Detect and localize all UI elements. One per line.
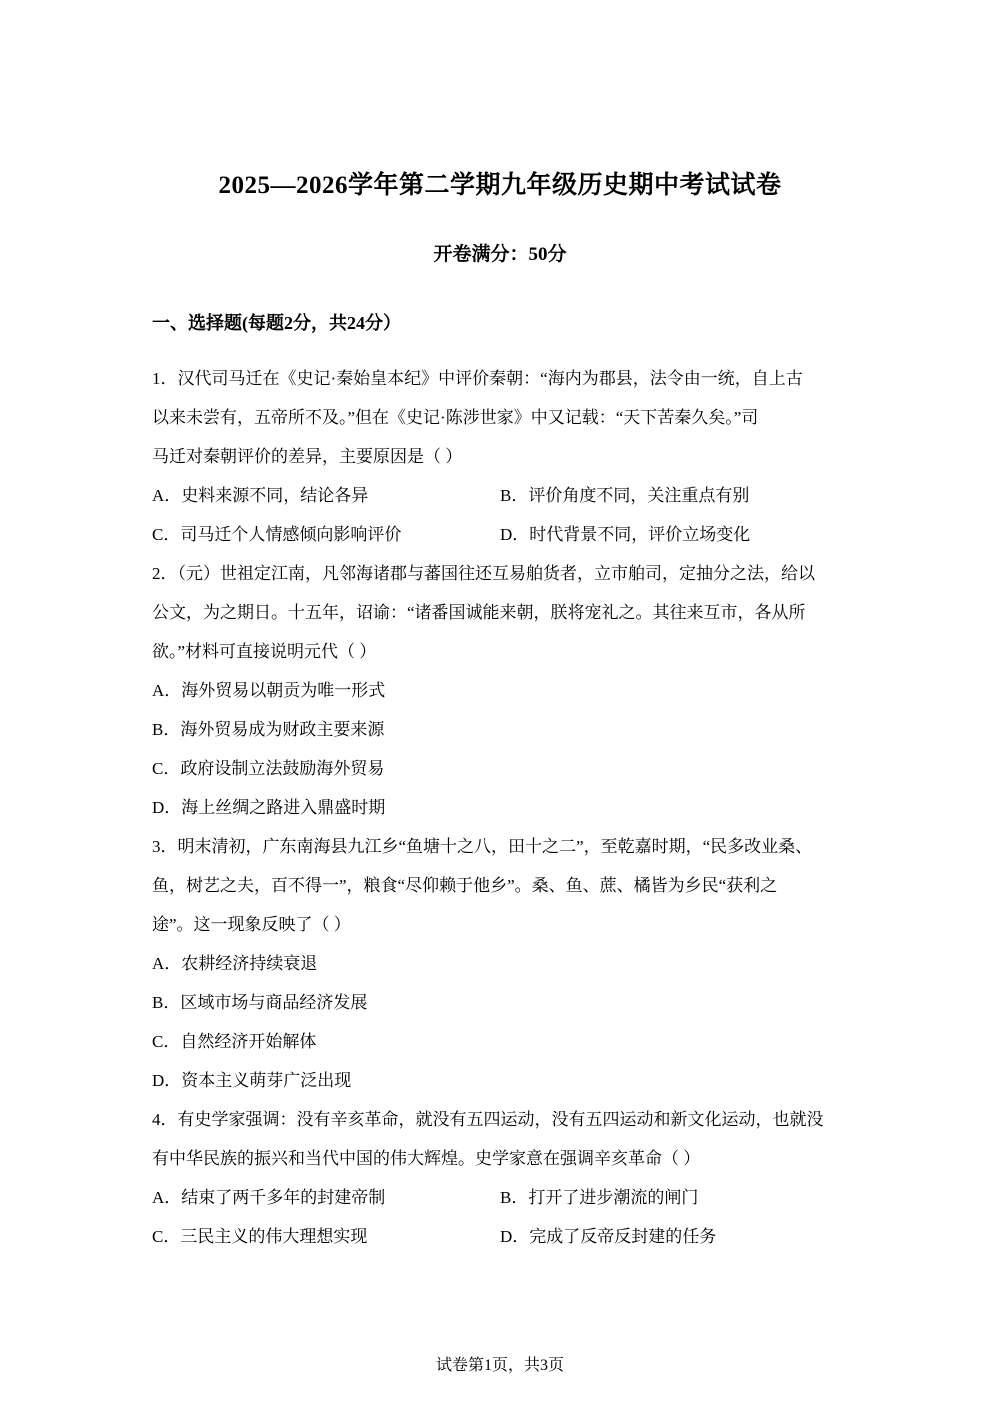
question-4-option-c: C．三民主义的伟大理想实现: [152, 1227, 368, 1246]
question-2-option-a: A．海外贸易以朝贡为唯一形式: [152, 681, 386, 700]
question-3-option-c: C．自然经济开始解体: [152, 1032, 317, 1051]
question-2-stem-line-1: 2．（元）世祖定江南，凡邻海诸郡与蕃国往还互易舶货者，立市舶司，定抽分之法，给以: [152, 564, 815, 583]
question-4: [152, 1100, 872, 1256]
question-3-stem-line-3: 途”。这一现象反映了（ ）: [152, 915, 351, 934]
questions-body: [152, 359, 872, 1256]
question-4-option-b: B．打开了进步潮流的闸门: [500, 1188, 699, 1207]
question-1-option-d: D．时代背景不同，评价立场变化: [500, 525, 751, 544]
question-2-stem-line-3: 欲。”材料可直接说明元代（ ）: [152, 642, 377, 661]
question-1-stem-line-1: 1．汉代司马迁在《史记·秦始皇本纪》中评价秦朝：“海内为郡县，法令由一统，自上古: [152, 369, 803, 388]
question-4-stem-line-2: 有中华民族的振兴和当代中国的伟大辉煌。史学家意在强调辛亥革命（ ）: [152, 1149, 701, 1168]
question-1-options-row-2: [152, 515, 872, 554]
question-4-option-a: A．结束了两千多年的封建帝制: [152, 1188, 386, 1207]
section-heading: 一、选择题(每题2分，共24分）: [152, 313, 401, 333]
question-1-option-b: B．评价角度不同，关注重点有别: [500, 486, 750, 505]
exam-subtitle: 开卷满分：50分: [433, 244, 567, 265]
question-2-option-b: B．海外贸易成为财政主要来源: [152, 720, 385, 739]
question-2-option-d: D．海上丝绸之路进入鼎盛时期: [152, 798, 386, 817]
question-4-option-d: D．完成了反帝反封建的任务: [500, 1227, 717, 1246]
question-4-options-row-2: [152, 1217, 872, 1256]
page-footer: 试卷第1页，共3页: [435, 1357, 564, 1374]
question-1-stem-line-3: 马迁对秦朝评价的差异，主要原因是（ ）: [152, 447, 463, 466]
question-2: [152, 554, 872, 827]
question-1-options-row-1: [152, 476, 872, 515]
question-3-option-a: A．农耕经济持续衰退: [152, 954, 318, 973]
exam-title: 2025—2026学年第二学期九年级历史期中考试试卷: [218, 172, 782, 199]
question-4-stem-line-1: 4．有史学家强调：没有辛亥革命，就没有五四运动，没有五四运动和新文化运动，也就没: [152, 1110, 824, 1129]
question-1-option-a: A．史料来源不同，结论各异: [152, 486, 369, 505]
question-3-stem-line-2: 鱼，树艺之夫，百不得一”，粮食“尽仰赖于他乡”。桑、鱼、蔗、橘皆为乡民“获利之: [152, 876, 778, 895]
question-3: [152, 827, 872, 1100]
question-3-option-b: B．区域市场与商品经济发展: [152, 993, 368, 1012]
question-3-stem-line-1: 3．明末清初，广东南海县九江乡“鱼塘十之八，田十之二”，至乾嘉时期，“民多改业桑、: [152, 837, 813, 856]
question-1-option-c: C．司马迁个人情感倾向影响评价: [152, 525, 402, 544]
question-3-option-d: D．资本主义萌芽广泛出现: [152, 1071, 352, 1090]
question-2-stem-line-2: 公文，为之期日。十五年，诏谕：“诸番国诚能来朝，朕将宠礼之。其往来互市，各从所: [152, 603, 806, 622]
question-2-option-c: C．政府设制立法鼓励海外贸易: [152, 759, 385, 778]
question-4-options-row-1: [152, 1178, 872, 1217]
question-1-stem-line-2: 以来未尝有，五帝所不及。”但在《史记·陈涉世家》中又记载：“天下苦秦久矣。”司: [152, 408, 759, 427]
question-1: [152, 359, 872, 554]
